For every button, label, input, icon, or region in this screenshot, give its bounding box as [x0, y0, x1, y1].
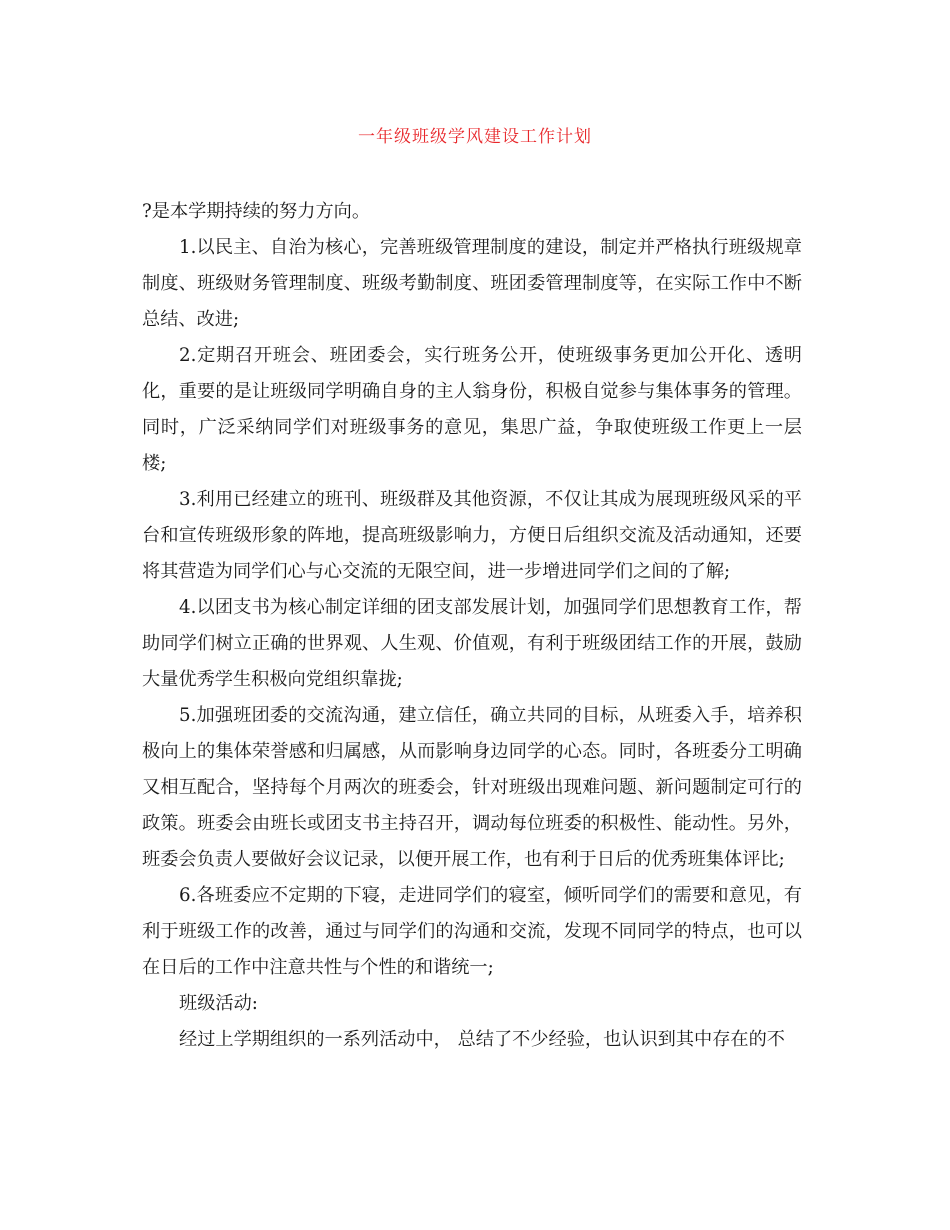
paragraph-item-2: 2.定期召开班会、班团委会，实行班务公开，使班级事务更加公开化、透明化，重要的是让班级同学明确自身的主人翁身份，积极自觉参与集体事务的管理。同时，广泛采纳同学们对班级事务的意见，集思广益，争取使班级工作更上一层楼;	[142, 345, 802, 474]
paragraph-item-4: 4.以团支书为核心制定详细的团支部发展计划，加强同学们思想教育工作，帮助同学们树立正确的世界观、人生观、价值观，有利于班级团结工作的开展，鼓励大量优秀学生积极向党组织靠拢;	[142, 597, 802, 690]
paragraph-continuation: ?是本学期持续的努力方向。	[142, 201, 371, 222]
paragraph-item-3: 3.利用已经建立的班刊、班级群及其他资源，不仅让其成为展现班级风采的平台和宣传班级形象的阵地，提高班级影响力，方便日后组织交流及活动通知，还要将其营造为同学们心与心交流的无限空间，进一步增进同学们之间的了解;	[142, 489, 802, 582]
document-title: 一年级班级学风建设工作计划	[358, 127, 592, 147]
document-body	[142, 194, 802, 1058]
paragraph-activities-intro: 经过上学期组织的一系列活动中， 总结了不少经验，也认识到其中存在的不	[179, 1029, 785, 1050]
section-heading-class-activities: 班级活动:	[179, 993, 258, 1014]
paragraph-item-6: 6.各班委应不定期的下寝，走进同学们的寝室，倾听同学们的需要和意见，有利于班级工作的改善，通过与同学们的沟通和交流，发现不同同学的特点，也可以在日后的工作中注意共性与个性的和谐统一;	[142, 885, 802, 978]
paragraph-item-1: 1.以民主、自治为核心，完善班级管理制度的建设，制定并严格执行班级规章制度、班级财务管理制度、班级考勤制度、班团委管理制度等，在实际工作中不断总结、改进;	[142, 237, 802, 330]
paragraph-item-5: 5.加强班团委的交流沟通，建立信任，确立共同的目标，从班委入手，培养积极向上的集体荣誉感和归属感，从而影响身边同学的心态。同时，各班委分工明确又相互配合，坚持每个月两次的班委会，针对班级出现难问题、新问题制定可行的政策。班委会由班长或团支书主持召开，调动每位班委的积极性、能动性。另外，班委会负责人要做好会议记录，以便开展工作，也有利于日后的优秀班集体评比;	[142, 705, 802, 870]
